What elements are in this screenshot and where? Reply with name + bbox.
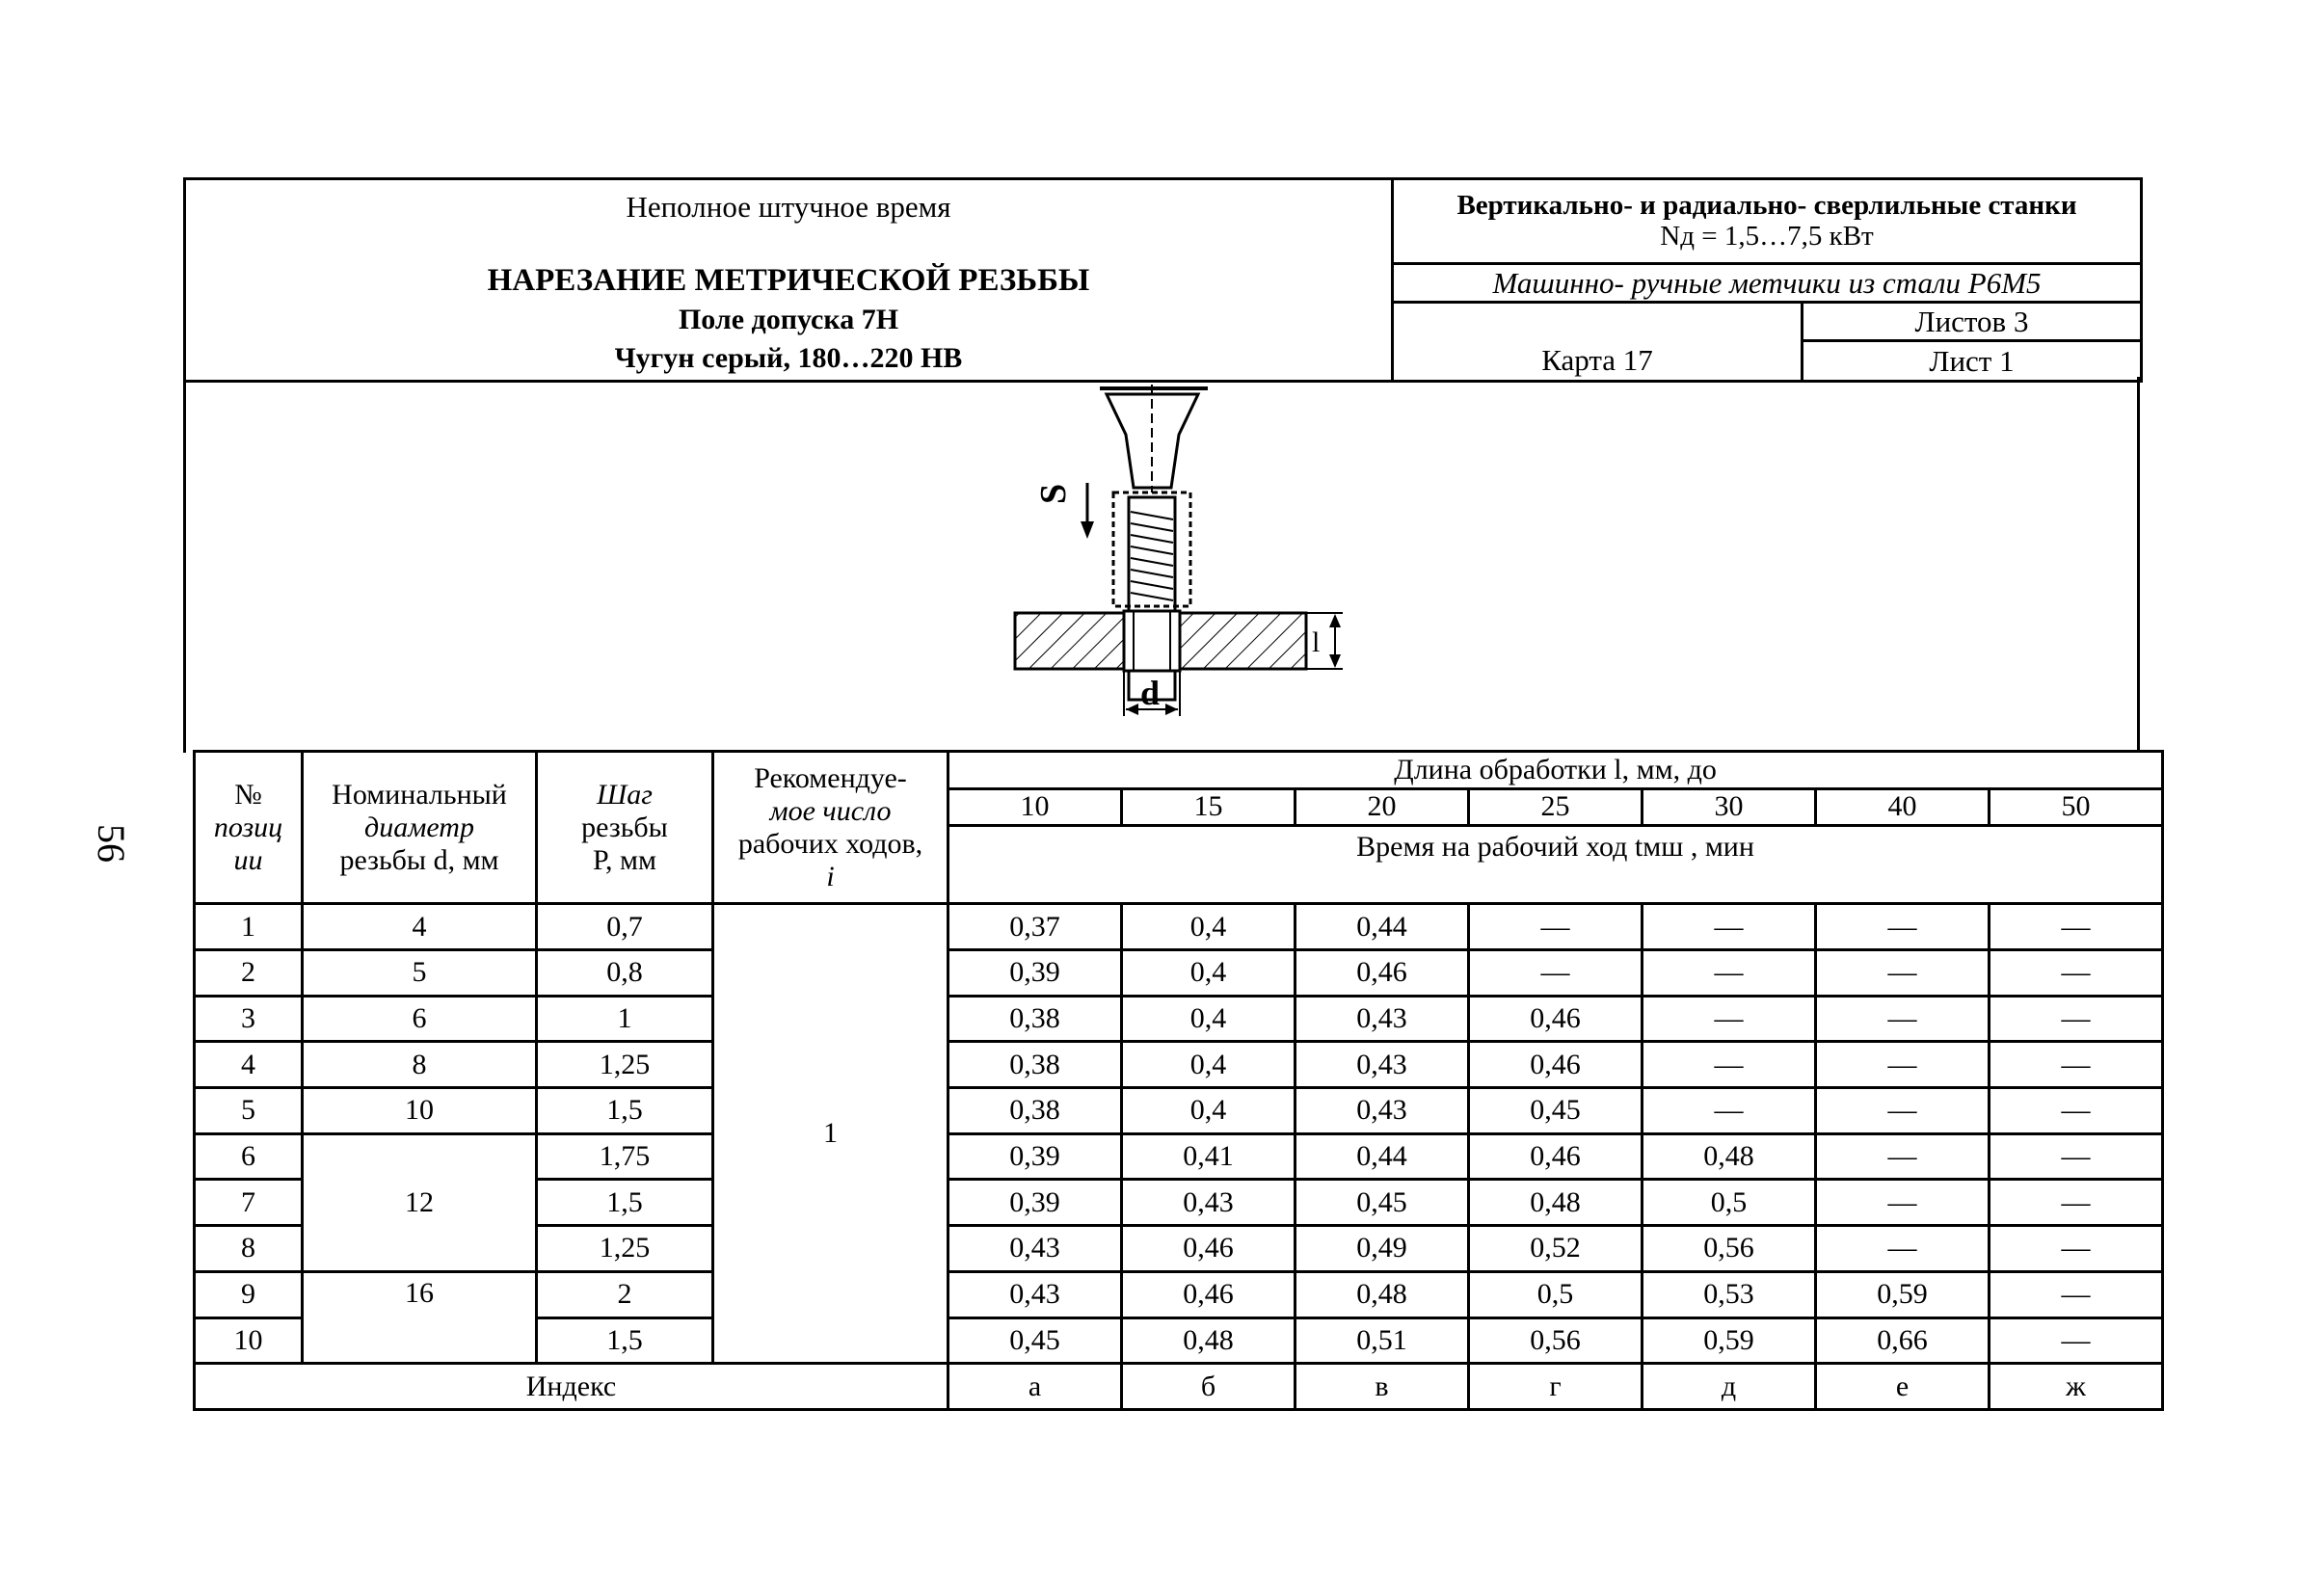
header-left	[185, 179, 1393, 382]
length-40: 40	[1816, 788, 1990, 826]
table-row: 4 8 1,25 0,38 0,4 0,43 0,46 — — —	[195, 1042, 2163, 1088]
table-row: 8 1,25 0,43 0,46 0,49 0,52 0,56 — —	[195, 1226, 2163, 1272]
table-row: 1 4 0,7 1 0,37 0,4 0,44 — — — —	[195, 904, 2163, 950]
machine-power: Nд = 1,5…7,5 кВт	[1660, 221, 1874, 252]
diameter-dimension	[1124, 671, 1180, 716]
diameter-12: 12	[303, 1133, 537, 1271]
tapping-sketch	[186, 377, 2137, 753]
norm-card	[183, 177, 2140, 1411]
length-label: l	[1312, 626, 1321, 658]
sheet-number: Лист 1	[1803, 341, 2142, 382]
length-20: 20	[1296, 788, 1469, 826]
diameter-16: 16	[303, 1271, 537, 1363]
feed-label: S	[1033, 483, 1074, 504]
time-norm-table	[193, 750, 2164, 1411]
table-row: 3 6 1 0,38 0,4 0,43 0,46 — — —	[195, 996, 2163, 1042]
header-subtitle: Неполное штучное время	[626, 190, 951, 224]
time-header: Время на рабочий ход tмш , мин	[948, 826, 2163, 904]
header-tolerance: Поле допуска 7Н	[678, 304, 899, 335]
table-row: 7 1,5 0,39 0,43 0,45 0,48 0,5 — —	[195, 1180, 2163, 1226]
tap-chuck	[1100, 385, 1208, 492]
index-label: Индекс	[195, 1364, 948, 1410]
passes-cell: 1	[713, 904, 948, 1364]
length-25: 25	[1469, 788, 1643, 826]
card-number: Карта 17	[1393, 303, 1803, 382]
table-row: 2 5 0,8 0,39 0,4 0,46 — — — —	[195, 950, 2163, 997]
header-title: НАРЕЗАНИЕ МЕТРИЧЕСКОЙ РЕЗЬБЫ	[487, 263, 1090, 298]
table-row: 5 10 1,5 0,38 0,4 0,43 0,45 — — —	[195, 1088, 2163, 1134]
length-dimension	[1306, 613, 1343, 669]
tool-cell: Машинно- ручные метчики из стали Р6М5	[1393, 264, 2142, 303]
col-header-no: № позиц ии	[195, 752, 303, 904]
tapping-diagram	[183, 377, 2140, 753]
workpiece	[1015, 611, 1306, 671]
machine-cell	[1393, 179, 2142, 264]
col-header-diameter: Номинальный диаметр резьбы d, мм	[303, 752, 537, 904]
index-row: Индекс а б в г д е ж	[195, 1364, 2163, 1410]
table-row: 6 12 1,75 0,39 0,41 0,44 0,46 0,48 — —	[195, 1133, 2163, 1180]
length-10: 10	[948, 788, 1122, 826]
col-header-pitch: Шаг резьбы Р, мм	[537, 752, 713, 904]
table-row: 9 16 2 0,43 0,46 0,48 0,5 0,53 0,59 —	[195, 1271, 2163, 1317]
feed-arrow	[1033, 483, 1094, 539]
length-15: 15	[1122, 788, 1296, 826]
header-material: Чугун серый, 180…220 НВ	[614, 342, 963, 374]
length-50: 50	[1990, 788, 2163, 826]
diameter-label: d	[1140, 674, 1161, 712]
machine-type: Вертикально- и радиально- сверлильные станки	[1456, 190, 2077, 221]
length-30: 30	[1643, 788, 1816, 826]
page-number: 56	[90, 824, 133, 863]
card-header	[183, 177, 2143, 383]
table-row: 10 1,5 0,45 0,48 0,51 0,56 0,59 0,66 —	[195, 1317, 2163, 1364]
length-header: Длина обработки l, мм, до	[948, 752, 2163, 789]
col-header-passes: Рекомендуе- мое число рабочих ходов, i	[713, 752, 948, 904]
sheets-total: Листов 3	[1803, 303, 2142, 341]
